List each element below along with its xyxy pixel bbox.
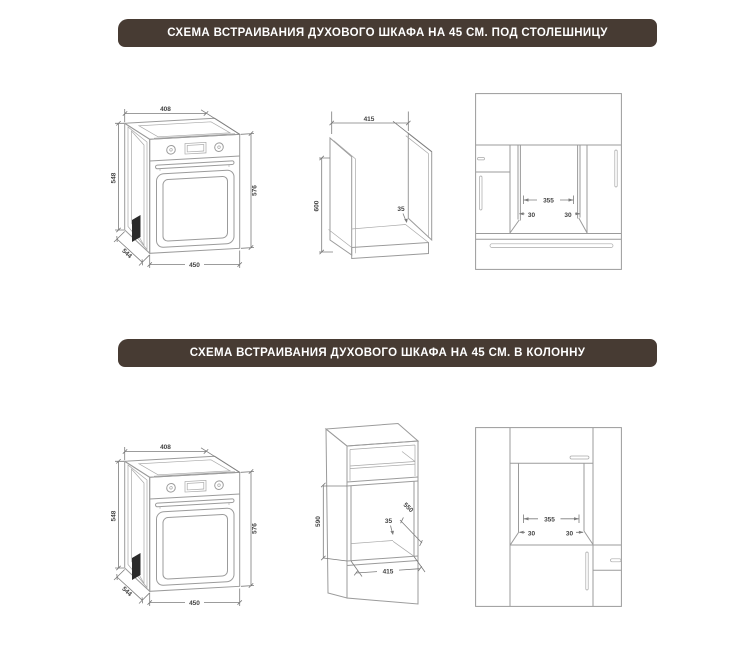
dimension-label: 548 [110, 510, 118, 522]
dimension-label: 408 [160, 444, 171, 452]
dimension-label: 415 [363, 116, 375, 123]
section-title-banner-under-countertop [118, 19, 657, 47]
dimension-label: 30 [527, 530, 536, 538]
drawer-handle [478, 158, 485, 160]
door-handle-left [480, 176, 482, 210]
dimension-label: 550 [401, 501, 415, 515]
side-drawer-handle [611, 559, 622, 562]
dimension-label: 35 [384, 518, 393, 525]
niche-body [329, 133, 432, 258]
dimension-label: 548 [110, 172, 118, 184]
section-title: СХЕМА ВСТРАИВАНИЯ ДУХОВОГО ШКАФА НА 45 СМ. В КОЛОННУ [189, 347, 586, 359]
plinth-handle [490, 244, 613, 248]
dimension-label: 450 [189, 599, 200, 607]
column-cabinet-drawing [312, 420, 452, 620]
upper-door-handle [570, 456, 589, 459]
column-dimensions [321, 483, 425, 577]
oven-isometric-drawing-2 [102, 436, 264, 611]
front-structure [476, 94, 622, 270]
niche-dimensions [319, 112, 432, 255]
dimension-label: 544 [120, 247, 133, 261]
dimension-label: 30 [565, 530, 574, 538]
door-handle-right [615, 150, 617, 187]
oven-isometric-drawing-1 [102, 98, 264, 273]
lower-door-handle [586, 552, 588, 590]
dimension-label: 30 [564, 211, 572, 219]
dimension-label: 576 [251, 185, 259, 196]
dimension-label: 408 [160, 106, 171, 114]
dimension-label: 450 [189, 261, 200, 269]
section-title: СХЕМА ВСТРАИВАНИЯ ДУХОВОГО ШКАФА НА 45 СМ. ПОД СТОЛЕШНИЦУ [167, 27, 608, 39]
section-title-banner-in-column [118, 339, 657, 367]
dimension-label: 544 [120, 585, 133, 599]
front-view-drawing-2 [475, 427, 622, 607]
dimension-label: 415 [382, 568, 394, 576]
dimension-label: 30 [527, 211, 536, 219]
cabinet-niche-drawing [312, 100, 452, 280]
dimension-label: 576 [251, 523, 259, 534]
front-view-drawing-1 [475, 93, 622, 270]
dimension-label: 590 [315, 516, 322, 527]
dimension-label: 355 [544, 516, 555, 524]
column-body [326, 424, 418, 605]
dimension-label: 600 [313, 200, 321, 212]
dimension-label: 35 [397, 206, 405, 213]
dimension-label: 355 [543, 197, 554, 205]
